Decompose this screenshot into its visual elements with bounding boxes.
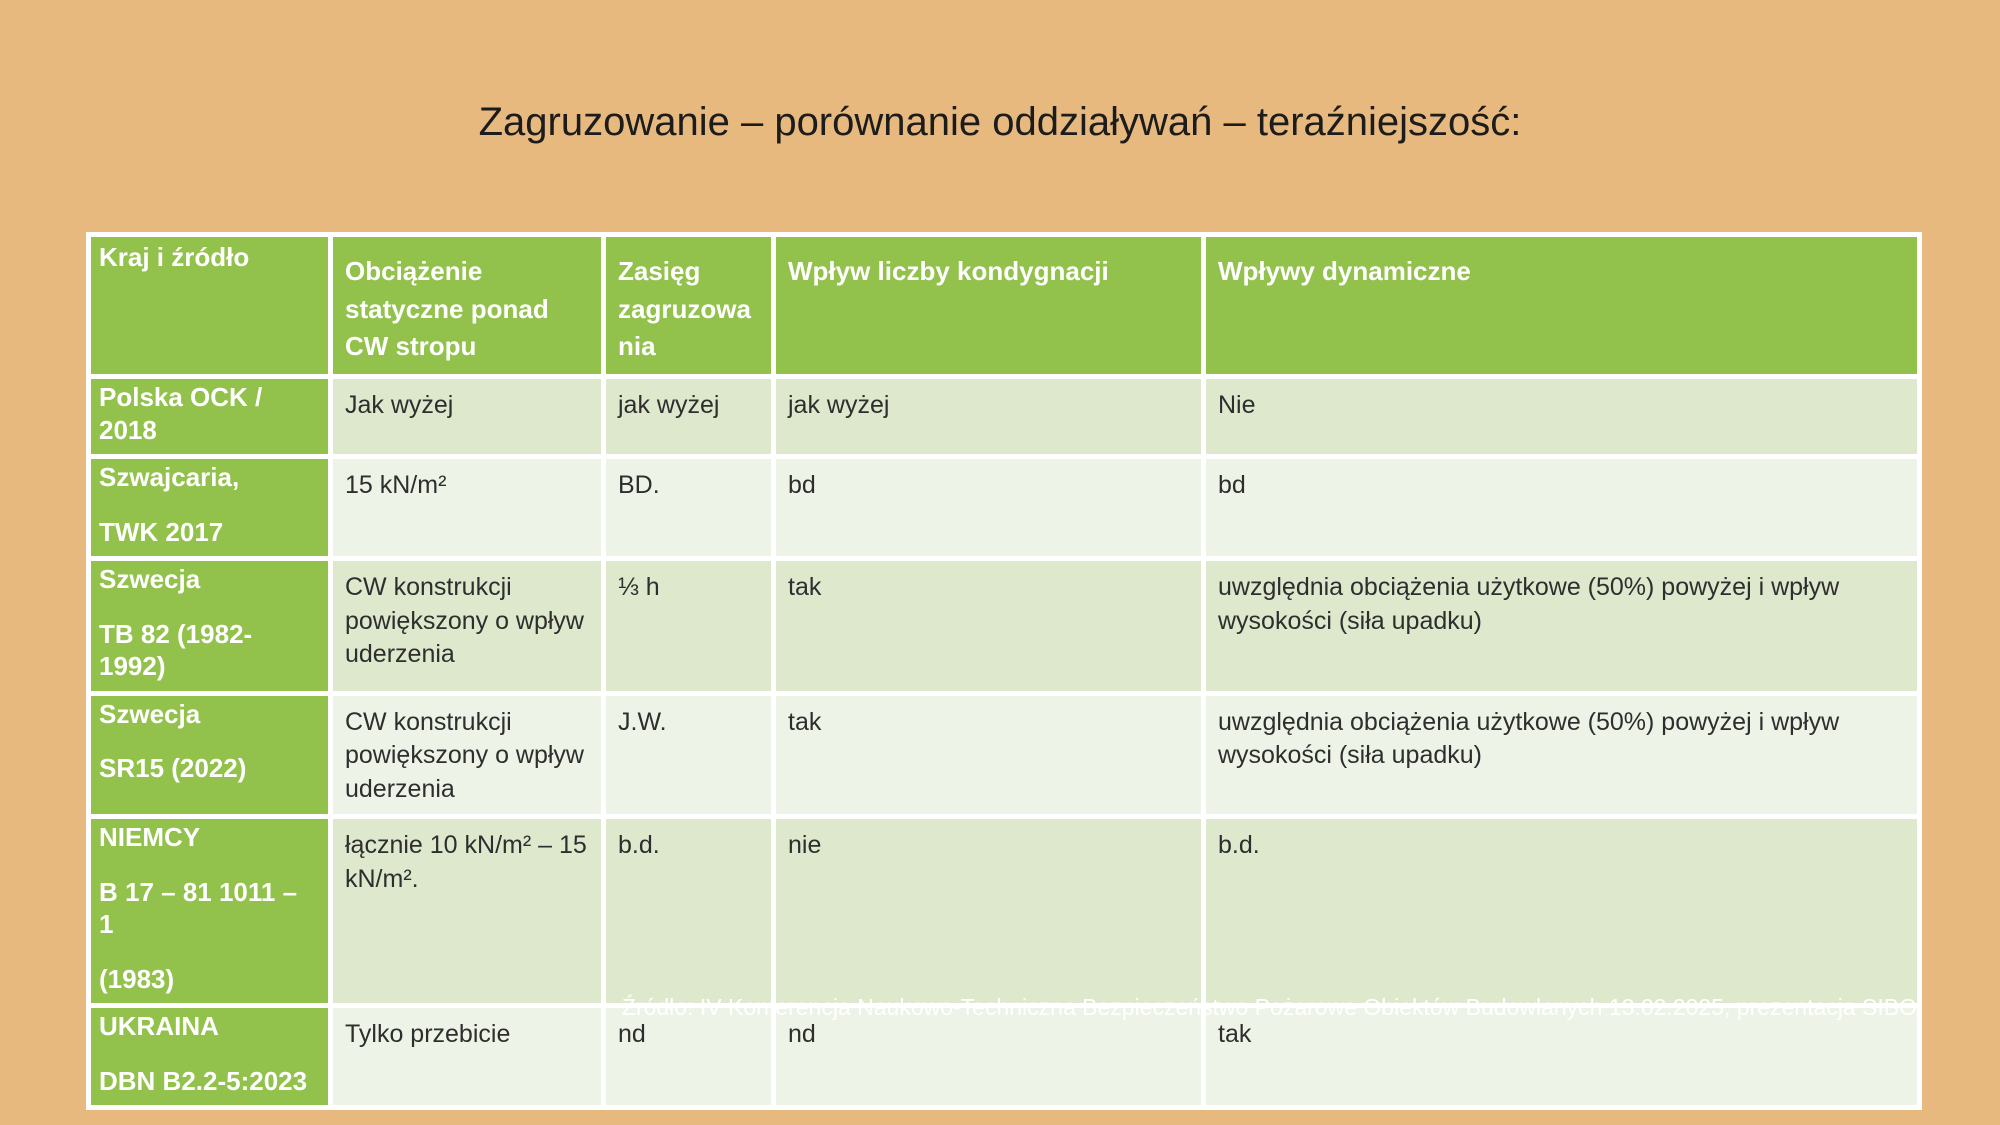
table-cell: jak wyżej — [604, 377, 774, 457]
table-cell: bd — [774, 457, 1204, 559]
row-header-line: Polska OCK / 2018 — [99, 382, 263, 445]
table-cell: łącznie 10 kN/m² – 15 kN/m². — [331, 817, 604, 1006]
table-cell: b.d. — [604, 817, 774, 1006]
column-header-zasieg: Zasięg zagruzowania — [604, 235, 774, 377]
row-header-line: B 17 – 81 1011 – 1 — [99, 876, 298, 940]
row-header-line: TB 82 (1982-1992) — [99, 618, 253, 682]
comparison-table — [86, 232, 1922, 1110]
table-row-szwajcaria — [89, 457, 1920, 559]
column-header-dynamiczne: Wpływy dynamiczne — [1204, 235, 1920, 377]
table-cell: ⅓ h — [604, 559, 774, 694]
column-header-kraj: Kraj i źródło — [89, 235, 331, 377]
row-header-line: (1983) — [99, 963, 175, 994]
row-header-line: UKRAINA — [99, 1011, 219, 1042]
table-header-row — [89, 235, 1920, 377]
table-cell: CW konstrukcji powiększony o wpływ uderzenia — [331, 693, 604, 817]
row-header-line: Szwecja — [99, 564, 201, 595]
table-cell: tak — [774, 559, 1204, 694]
source-caption: Źródło: IV Konferencja Naukowo-Techniczna Bezpieczeństwo Pożarowe Obiektów Budowlanych 13.02.2025, prezentacja SIBO — [621, 994, 1917, 1020]
table-row-szwecja-sr15 — [89, 693, 1920, 817]
row-header-line: TWK 2017 — [99, 516, 224, 547]
column-header-obciazenie: Obciążenie statyczne ponad CW stropu — [331, 235, 604, 377]
table-cell: Jak wyżej — [331, 377, 604, 457]
table-cell: uwzględnia obciążenia użytkowe (50%) powyżej i wpływ wysokości (siła upadku) — [1204, 559, 1920, 694]
table-row-polska — [89, 377, 1920, 457]
table-cell: jak wyżej — [774, 377, 1204, 457]
slide-title: Zagruzowanie – porównanie oddziaływań – teraźniejszość: — [478, 100, 1522, 144]
row-header-line: Szwajcaria, — [99, 462, 240, 493]
table-cell: nd — [604, 1006, 774, 1108]
row-header-line: DBN B2.2-5:2023 — [99, 1065, 308, 1096]
row-header-line: NIEMCY — [99, 822, 201, 853]
table-cell: 15 kN/m² — [331, 457, 604, 559]
row-header-line: Szwecja — [99, 698, 201, 729]
table-cell: nd — [774, 1006, 1204, 1108]
table-row-niemcy — [89, 817, 1920, 1006]
row-header-szwecja-tb82 — [89, 559, 331, 694]
table-row-szwecja-tb82 — [89, 559, 1920, 694]
row-header-niemcy — [89, 817, 331, 1006]
table-cell: b.d. — [1204, 817, 1920, 1006]
table-cell: CW konstrukcji powiększony o wpływ uderzenia — [331, 559, 604, 694]
table-cell: BD. — [604, 457, 774, 559]
row-header-szwecja-sr15 — [89, 693, 331, 817]
column-header-kondygnacje: Wpływ liczby kondygnacji — [774, 235, 1204, 377]
row-header-szwajcaria — [89, 457, 331, 559]
table-cell: J.W. — [604, 693, 774, 817]
table-cell: tak — [1204, 1006, 1920, 1108]
table-cell: bd — [1204, 457, 1920, 559]
table-cell: Tylko przebicie — [331, 1006, 604, 1108]
row-header-polska — [89, 377, 331, 457]
row-header-line: SR15 (2022) — [99, 753, 247, 784]
table-cell: tak — [774, 693, 1204, 817]
row-header-ukraina — [89, 1006, 331, 1108]
table-cell: uwzględnia obciążenia użytkowe (50%) powyżej i wpływ wysokości (siła upadku) — [1204, 693, 1920, 817]
table-cell: Nie — [1204, 377, 1920, 457]
table-cell: nie — [774, 817, 1204, 1006]
